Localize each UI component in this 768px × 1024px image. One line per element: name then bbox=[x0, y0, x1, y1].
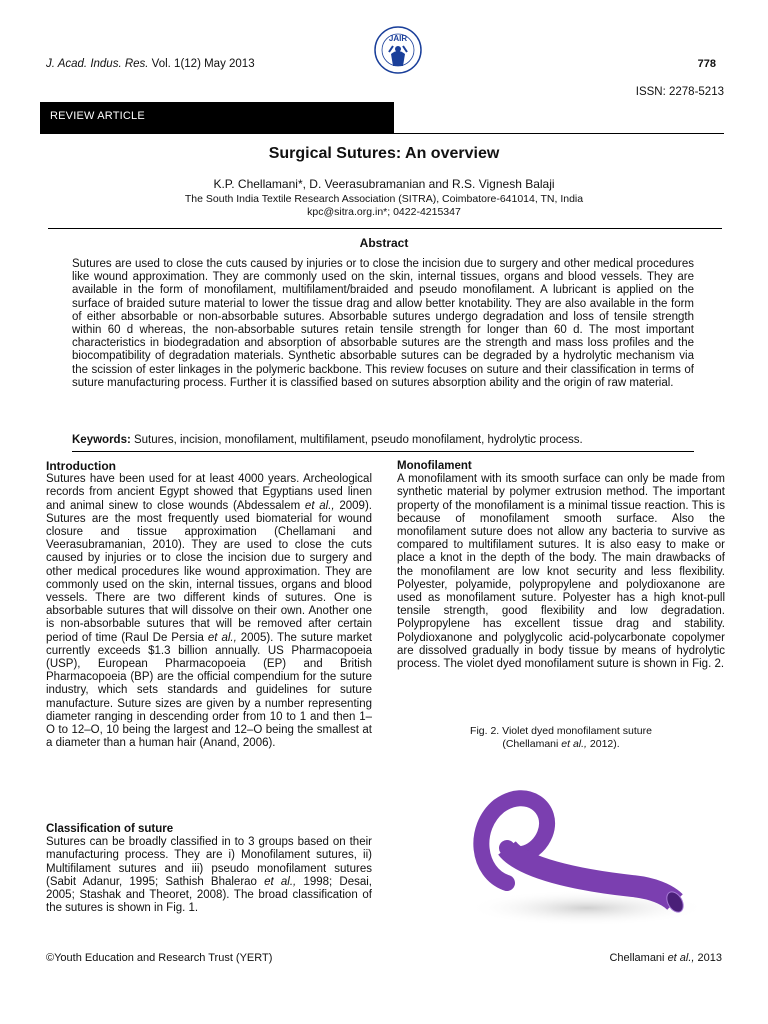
journal-volume: Vol. 1(12) May 2013 bbox=[148, 58, 255, 70]
keywords bbox=[72, 434, 694, 446]
figure-caption bbox=[397, 725, 725, 751]
contact-info: kpc@sitra.org.in*; 0422-4215347 bbox=[307, 206, 461, 218]
divider bbox=[48, 228, 722, 229]
issn: ISSN: 2278-5213 bbox=[635, 86, 724, 98]
caption-line-2: (Chellamani et al., 2012). bbox=[502, 738, 620, 750]
caption-line-1: Fig. 2. Violet dyed monofilament suture bbox=[470, 725, 652, 737]
affiliation: The South India Textile Research Association (SITRA), Coimbatore-641014, TN, India bbox=[184, 193, 584, 205]
classification-section bbox=[46, 823, 372, 915]
logo-text: JAIR bbox=[388, 34, 408, 43]
monofilament-paragraph: A monofilament with its smooth surface can only be made from synthetic material by polymer extrusion method. The important property of the monofilament is a minimal tissue reaction. This is because of monofilament smooth surface. Also the monofilament suture does not allow any bacteria to survive as compared to multifilament sutures. It is also easy to make or place a knot in the depth of the body. The main drawbacks of the monofilament are low knot security and less flexibility. Polyester, polyamide, polypropylene and polydioxanone are used as monofilament suture. Polyester has a high knot-pull tensile strength, good flexibility and low degradation. Polypropylene has excellent tissue drag and stability. Polydioxanone and polyglycolic acid-polycarbonate copolymer are dissolved gradually in body tissue by means of hydrolytic process. The violet dyed monofilament suture is shown in Fig. 2. bbox=[397, 473, 725, 671]
abstract-text: Sutures are used to close the cuts caused by injuries or to close the incision due to surgery and other medical procedures like wound approximation. They are commonly used on the skin, internal tissues, organs and blood vessels. They are available in the form of monofilament, multifilament/braided and pseudo monofilament. A lubricant is applied on the surface of braided suture material to lower the tissue drag and allow better knotability. They are also available in the form of either absorbable or non-absorbable sutures. Absorbable sutures undergo degradation and loss of tensile strength within 60 d whereas, the non-absorbable sutures retain tensile strength for longer than 60 d. The most important characteristics in biodegradation and absorption of absorbable sutures are the strength and mass loss profiles and the biocompatibility of degradation materials. Synthetic absorbable sutures can be degraded by a hydrolytic mechanism via the scission of ester linkages in the polymeric backbone. This review focuses on suture and their classification in terms of suture manufacturing process. Further it is classified based on sutures absorption ability and the origin of raw material. bbox=[72, 258, 694, 389]
introduction-paragraph: Sutures have been used for at least 4000 years. Archeological records from ancient Egypt showed that Egyptians used linen and animal sinew to close wounds (Abdessalem et al., 2009). Sutures are the most frequently used biomaterial for wound closure and tissue approximation (Chellamani and Veerasubramanian, 2010). They are used to close the cuts caused by injuries or to close the incision due to surgery and other medical procedures like wound approximation. They are commonly used on the skin, internal tissues, organs and blood vessels. There are two different kinds of sutures. One is absorbable sutures that will dissolve on their own. Another one is non-absorbable sutures that will be removed after certain period of time (Raul De Persia et al., 2005). The suture market currently exceeds $1.3 billion annually. US Pharmacopoeia (USP), European Pharmacopoeia (EP) and British Pharmacopoeia (BP) are the official compendium for the suture industry, which sets standards and guidelines for suture manufacture. Suture sizes are given by a number representing diameter ranging in descending order from 10 to 1 and then 1–O to 12–O, 10 being the largest and 12–O being the smallest at a diameter than a human hair (Anand, 2006). bbox=[46, 473, 372, 750]
article-title: Surgical Sutures: An overview bbox=[268, 145, 500, 162]
banner-rule bbox=[394, 133, 724, 134]
classification-paragraph: Sutures can be broadly classified in to 3 groups based on their manufacturing process. They are i) Monofilament sutures, ii) Multifilament sutures and iii) pseudo monofilament sutures (Sabit Adanur, 1995; Sathish Bhalerao et al., 1998; Desai, 2005; Stashak and Theoret, 2008). The broad classification of the sutures is shown in Fig. 1. bbox=[46, 836, 373, 915]
journal-name: J. Acad. Indus. Res. bbox=[46, 58, 149, 70]
footer-copyright: ©Youth Education and Research Trust (YERT) bbox=[46, 952, 273, 964]
keywords-text: Sutures, incision, monofilament, multifilament, pseudo monofilament, hydrolytic process. bbox=[130, 434, 583, 446]
monofilament-section bbox=[397, 460, 725, 671]
page-number: 778 bbox=[697, 58, 716, 70]
introduction-section bbox=[46, 460, 372, 750]
authors: K.P. Chellamani*, D. Veerasubramanian and R.S. Vignesh Balaji bbox=[213, 177, 555, 191]
keywords-divider bbox=[72, 451, 694, 452]
introduction-heading: Introduction bbox=[46, 459, 116, 473]
classification-heading: Classification of suture bbox=[46, 823, 174, 835]
keywords-label: Keywords: bbox=[72, 434, 131, 446]
abstract-heading: Abstract bbox=[359, 236, 409, 250]
journal-citation bbox=[46, 58, 255, 70]
footer-citation: Chellamani et al., 2013 bbox=[609, 952, 722, 964]
suture-figure bbox=[437, 768, 697, 933]
review-article-banner: REVIEW ARTICLE bbox=[40, 102, 394, 134]
journal-logo bbox=[373, 24, 423, 80]
monofilament-heading: Monofilament bbox=[397, 460, 472, 472]
